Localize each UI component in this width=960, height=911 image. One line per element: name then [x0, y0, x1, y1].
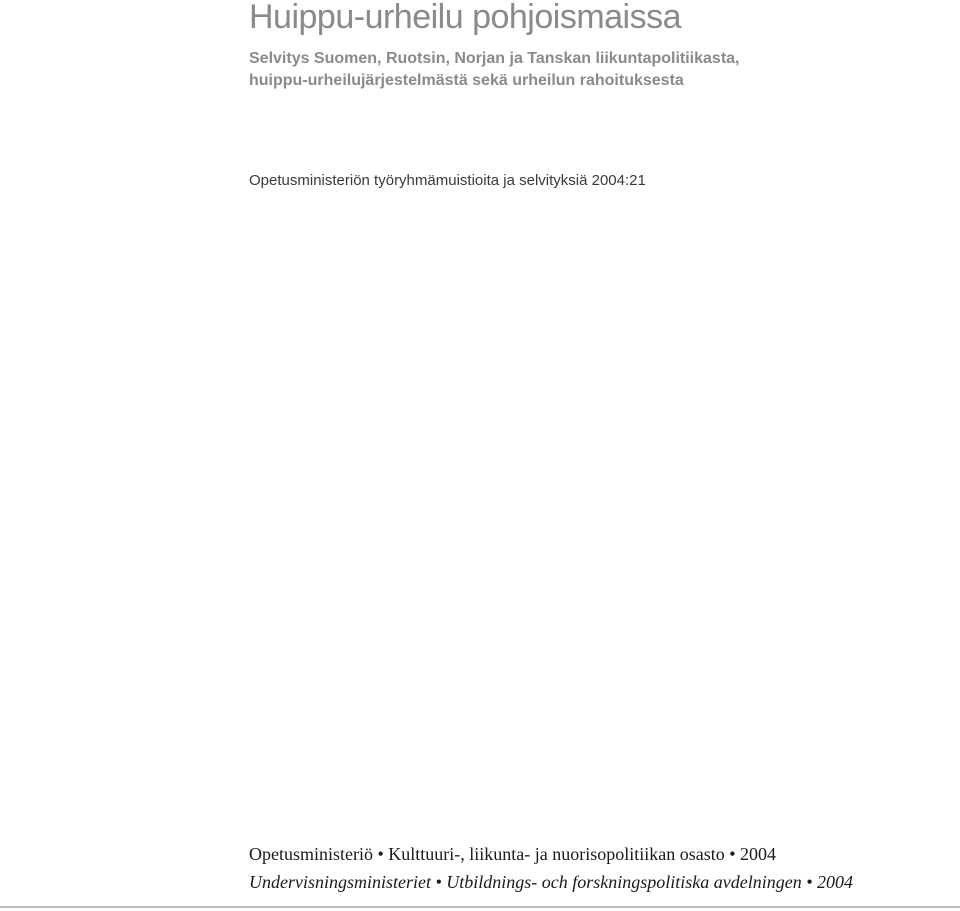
- publisher-line-finnish: Opetusministeriö • Kulttuuri-, liikunta- ja nuorisopolitiikan osasto • 2004: [249, 844, 777, 864]
- bottom-rule: [0, 906, 960, 908]
- publisher-line-swedish: Undervisningsministeriet • Utbildnings- och forskningspolitiska avdelningen • 2004: [249, 872, 854, 892]
- subtitle-line-2: huippu-urheilujärjestelmästä sekä urheilun rahoituksesta: [249, 72, 684, 89]
- document-title: Huippu-urheilu pohjoismaissa: [249, 0, 682, 36]
- publication-series: Opetusministeriön työryhmämuistioita ja selvityksiä 2004:21: [249, 172, 646, 189]
- document-subtitle: [249, 48, 739, 92]
- subtitle-line-1: Selvitys Suomen, Ruotsin, Norjan ja Tanskan liikuntapolitiikasta,: [249, 50, 740, 67]
